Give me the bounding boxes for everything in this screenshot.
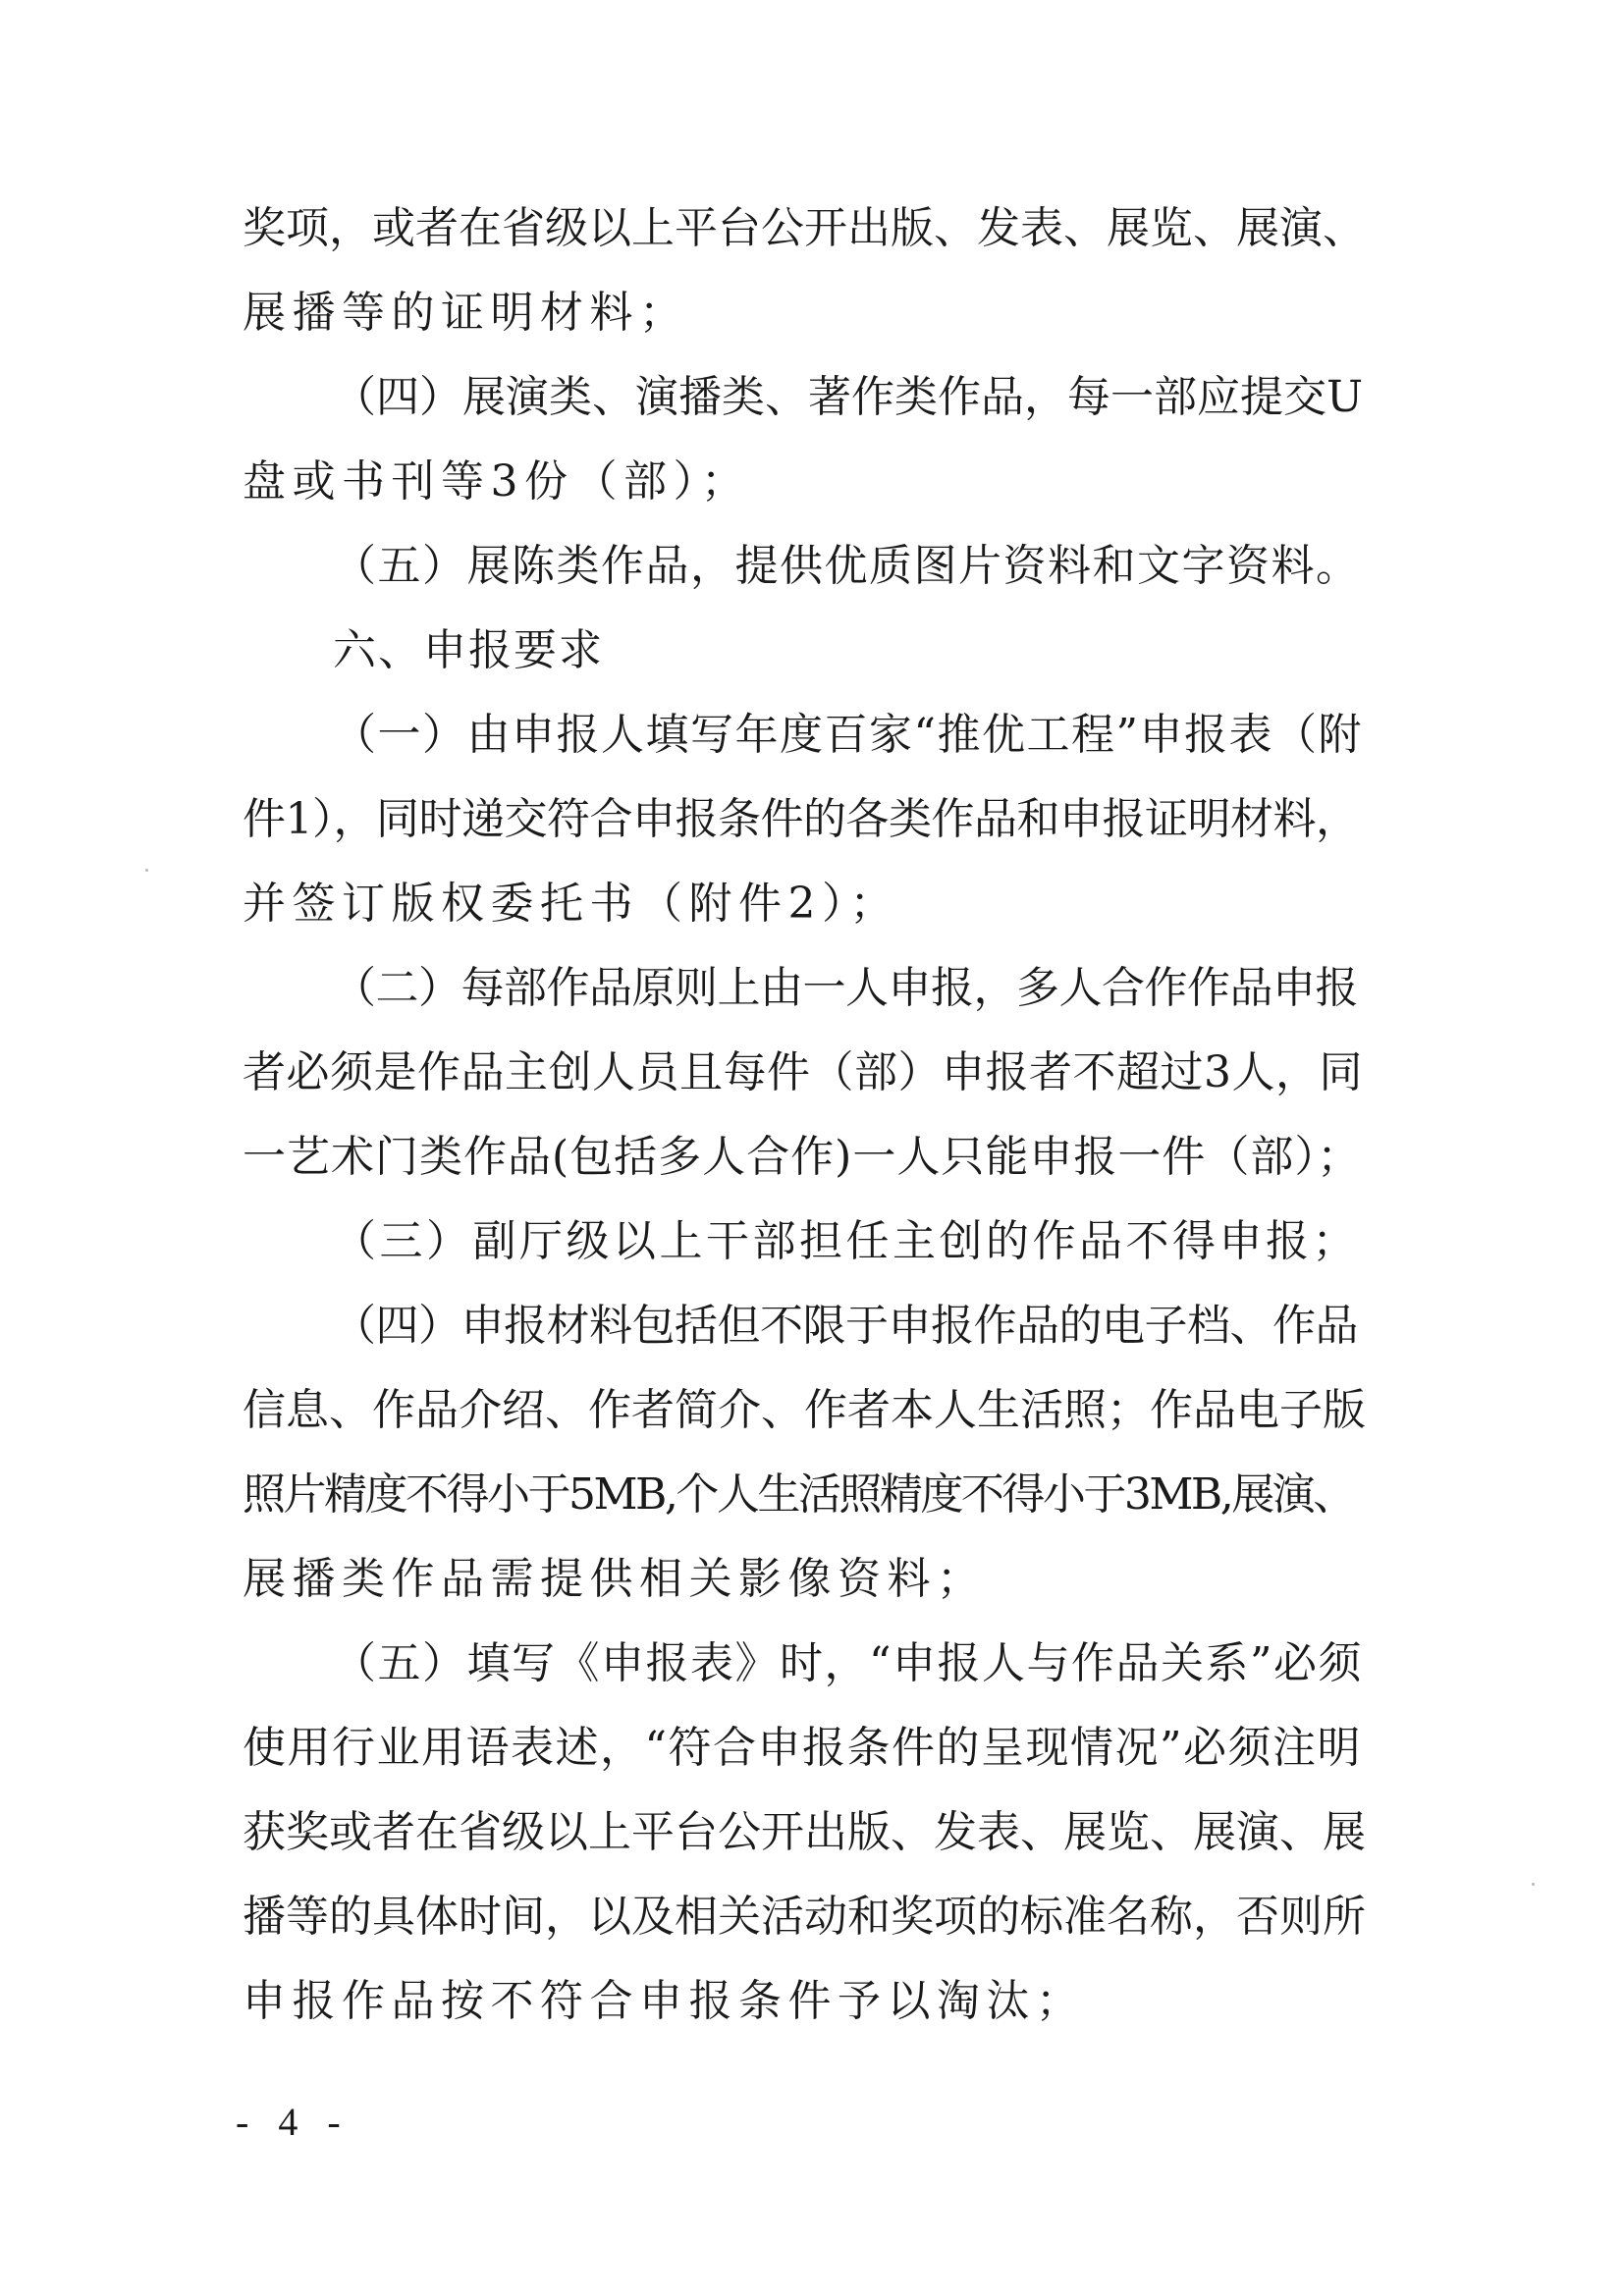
text-line: 盘或书刊等3份（部）； [243, 456, 751, 507]
body-text [243, 187, 1367, 2044]
section-heading: 六、申报要求 [333, 625, 604, 675]
text-line: （五）填写《申报表》时，“申报人与作品关系”必须 [333, 1638, 1363, 1688]
text-line: （一）由申报人填写年度百家“推优工程”申报表（附 [333, 710, 1363, 760]
text-line: 播等的具体时间，以及相关活动和奖项的标准名称，否则所 [243, 1892, 1366, 1942]
text-line: 件1），同时递交符合申报条件的各类作品和申报证明材料， [243, 794, 1359, 844]
text-line: 展播类作品需提供相关影像资料； [243, 1554, 987, 1604]
text-line: 获奖或者在省级以上平台公开出版、发表、展览、展演、展 [243, 1807, 1366, 1857]
text-line: （四）展演类、演播类、著作类作品，每一部应提交U [333, 372, 1364, 422]
page-number: - 4 - [236, 2100, 351, 2144]
text-line: 信息、作品介绍、作者简介、作者本人生活照；作品电子版 [243, 1385, 1366, 1435]
text-line: 奖项，或者在省级以上平台公开出版、发表、展览、展演、 [243, 203, 1366, 253]
scan-speck [1532, 1883, 1535, 1886]
scan-speck [145, 869, 148, 872]
text-line: 并签订版权委托书（附件2）； [243, 879, 899, 929]
text-line: 者必须是作品主创人员且每件（部）申报者不超过3人，同 [243, 1047, 1363, 1097]
text-line: （五）展陈类作品，提供优质图片资料和文字资料。 [333, 541, 1361, 591]
text-line: （三）副厅级以上干部担任主创的作品不得申报； [333, 1216, 1359, 1266]
text-line: 展播等的证明材料； [243, 288, 689, 338]
text-line: （二）每部作品原则上由一人申报，多人合作作品申报 [333, 963, 1358, 1013]
text-line: （四）申报材料包括但不限于申报作品的电子档、作品 [333, 1301, 1358, 1351]
text-line: 使用行业用语表述，“符合申报条件的呈现情况”必须注明 [243, 1723, 1362, 1773]
text-line: 一艺术门类作品(包括多人合作)一人只能申报一件（部）； [243, 1132, 1362, 1182]
text-line: 申报作品按不符合申报条件予以淘汰； [243, 1976, 1086, 2026]
text-line: 照片精度不得小于5MB,个人生活照精度不得小于3MB,展演、 [243, 1469, 1354, 1520]
